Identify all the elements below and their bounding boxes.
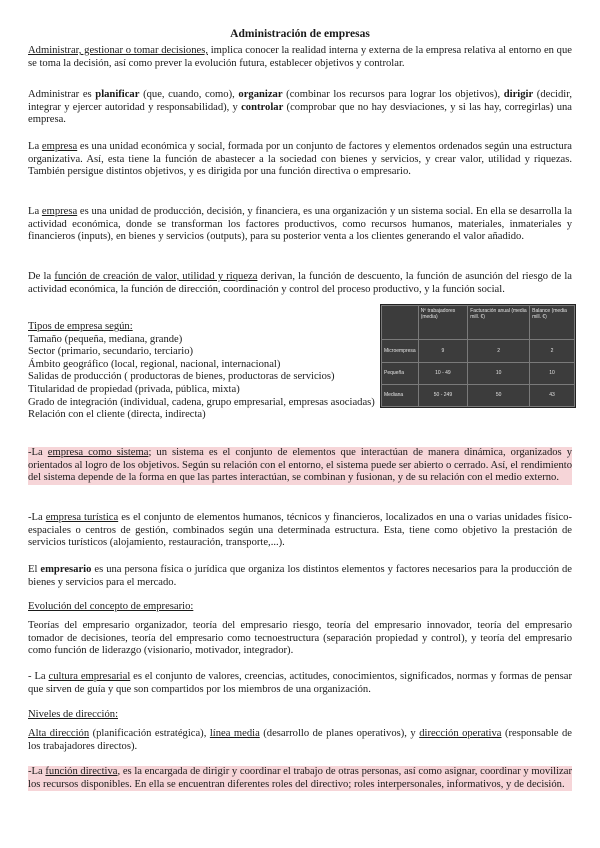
text-span: (decidir, integrar y ejercer autoridad y responsabilidad), y (28, 89, 572, 113)
text-span: El (28, 564, 41, 575)
table-cell: 43 (530, 384, 575, 406)
section-heading: Tipos de empresa según: (28, 321, 133, 332)
text-span: ; un sistema es el conjunto de elementos que interactúan de manera dinámica, organizados y orientados al logro de los objetivos. Según su relación con el entorno, el sistema puede ser abierto o cerrado. Así, el rendimiento del sistema depende de la forma en que las partes interactúan, se combinan y fusionan, y de su relación con el medio externo. (28, 447, 573, 484)
list-item: Relación con el cliente (directa, indirecta) (28, 409, 206, 421)
text-span: (planificación estratégica), (89, 728, 210, 739)
paragraph-empresa-sistema (28, 447, 572, 485)
text-span: es una persona física o jurídica que organiza los distintos elementos y factores necesarios para la producción de bienes y servicios para el mercado. (28, 564, 572, 588)
paragraph-evolucion: Teorías del empresario organizador, teoría del empresario riesgo, teoría del empresario innovador, teoría del empresario tomador de decisiones, teoría del empresario como tecnoestructura (separación propiedad y control), y teoría del empresario como función de liderazgo (visionario, motivador, integrador). (28, 620, 572, 657)
text-span: (desarrollo de planes operativos), y (259, 728, 420, 739)
table-cell: 50 (468, 384, 530, 406)
paragraph-empresario (28, 564, 572, 589)
table-cell: 10 (468, 362, 530, 384)
underlined-term: empresa como sistema (47, 447, 149, 458)
text-span: La (28, 141, 42, 152)
table-header-cell: Balance (media mill. €) (530, 306, 575, 340)
text-span: es una unidad económica y social, formada por un conjunto de factores y elementos ordenados según una estructura organizativa. Así, esta tiene la función de abastecer a la sociedad con bienes y servicios, y crear valor, utilidad y riquezas. También persigue distintos objetivos, y es dirigida por una función directiva o empresario. (28, 141, 572, 178)
section-heading: Niveles de dirección: (28, 709, 119, 720)
underlined-term: empresa (41, 206, 78, 217)
bold-term-dirigir: dirigir (503, 89, 534, 100)
text-span: derivan, la función de descuento, la función de asunción del riesgo de la actividad económica, la función de dirección, coordinación y control del proceso productivo, y la función social. (28, 271, 572, 295)
table-header-cell: Facturación anual (media mill. €) (468, 306, 530, 340)
list-item: Sector (primario, secundario, terciario) (28, 346, 194, 358)
table-cell: 9 (418, 340, 468, 362)
bold-term-planificar: planificar (95, 89, 140, 100)
text-span: (que, cuando, como), (139, 89, 239, 100)
table-cell: 10 (530, 362, 575, 384)
table-cell: 2 (530, 340, 575, 362)
paragraph-funcion-directiva (28, 766, 572, 791)
bold-term-organizar: organizar (238, 89, 283, 100)
paragraph-cultura-empresarial (28, 671, 572, 696)
table-cell: 50 - 249 (418, 384, 468, 406)
text-span: - La (28, 671, 49, 682)
paragraph-funcion-valor (28, 271, 572, 296)
underlined-term: línea media (209, 728, 260, 739)
table-header-cell: Nº trabajadores (media) (418, 306, 468, 340)
list-item: Tamaño (pequeña, mediana, grande) (28, 333, 183, 345)
list-item: Titularidad de propiedad (privada, pública, mixta) (28, 383, 240, 395)
table-cell: Microempresa (382, 340, 419, 362)
text-span: (comprobar que no hay desviaciones, y si las hay, corregirlas) una empresa. (28, 101, 572, 126)
page-title: Administración de empresas (230, 28, 370, 40)
section-niveles-heading (28, 709, 572, 722)
table-cell: Pequeña (382, 362, 419, 384)
text-span: (responsable de los trabajadores directos). (28, 728, 572, 752)
company-types-list (28, 321, 448, 422)
text-span: La (28, 206, 42, 217)
text-span: -La (28, 766, 46, 777)
table-cell: 2 (468, 340, 530, 362)
underlined-term: función de creación de valor, utilidad y riqueza (54, 271, 258, 282)
section-evolucion-heading (28, 601, 572, 614)
paragraph-empresa-turistica (28, 512, 572, 550)
paragraph-empresa-unidad (28, 206, 572, 244)
text-span: es una unidad de producción, decisión, y financiera, es una organización y un sistema social. En ella se desarrolla la actividad económica, donde se transforman los factores productivos, como recursos humanos, materiales, inmateriales y financieros (inputs), en bienes y servicios (outputs), para su posterior venta a los clientes generando el valor añadido. (28, 206, 573, 243)
text-span: es el conjunto de elementos humanos, técnicos y financieros, localizados en una o varias unidades físico-espaciales o centros de gestión, combinados según una determinada estructura. Esta, tiene como objetivo la prestación de servicios turísticos (alojamiento, restauración, transporte,...). (28, 512, 572, 549)
underlined-term: Administrar, gestionar o tomar decisiones, (28, 45, 208, 56)
paragraph-funciones (28, 89, 572, 127)
paragraph-niveles (28, 728, 572, 753)
table-cell: Mediana (382, 384, 419, 406)
section-heading: Evolución del concepto de empresario: (28, 601, 194, 612)
bold-term-controlar: controlar (241, 101, 284, 113)
table-cell: 10 - 49 (418, 362, 468, 384)
paragraph-text: implica conocer la realidad interna y externa de la empresa relativa al entorno en que se toma la decisión, así como prever la evolución futura, establecer objetivos y controlar. (28, 45, 572, 69)
text-span: es el conjunto de valores, creencias, actitudes, conocimientos, significados, normas y formas de pensar que sirven de guía y que son compartidos por los miembros de una organización. (28, 671, 572, 695)
text-span: (combinar los recursos para lograr los objetivos), (282, 89, 504, 100)
underlined-term: empresa (41, 141, 78, 152)
text-span: , es la encargada de dirigir y coordinar el trabajo de otras personas, así como asignar, coordinar y movilizar los recursos disponibles. En ella se encuentran diferentes roles del directivo; roles interpersonales, informativos, y de decisión. (28, 766, 572, 790)
list-item: Grado de integración (individual, cadena, grupo empresarial, empresas asociadas) (28, 396, 375, 408)
list-item: Salidas de producción ( productoras de bienes, productoras de servicios) (28, 371, 335, 383)
paragraph-empresa-definicion (28, 141, 572, 179)
underlined-term: dirección operativa (419, 728, 502, 739)
text-span: -La (28, 512, 46, 523)
underlined-term: Alta dirección (28, 728, 90, 739)
underlined-term: función directiva (45, 766, 118, 777)
text-span: Administrar es (28, 89, 96, 100)
text-span: -La (28, 447, 48, 458)
text-span: De la (28, 271, 55, 282)
paragraph-administrar (28, 45, 572, 70)
underlined-term: cultura empresarial (48, 671, 131, 682)
bold-term-empresario: empresario (40, 564, 92, 575)
list-item: Ámbito geográfico (local, regional, nacional, internacional) (28, 358, 281, 370)
underlined-term: empresa turística (45, 512, 119, 523)
